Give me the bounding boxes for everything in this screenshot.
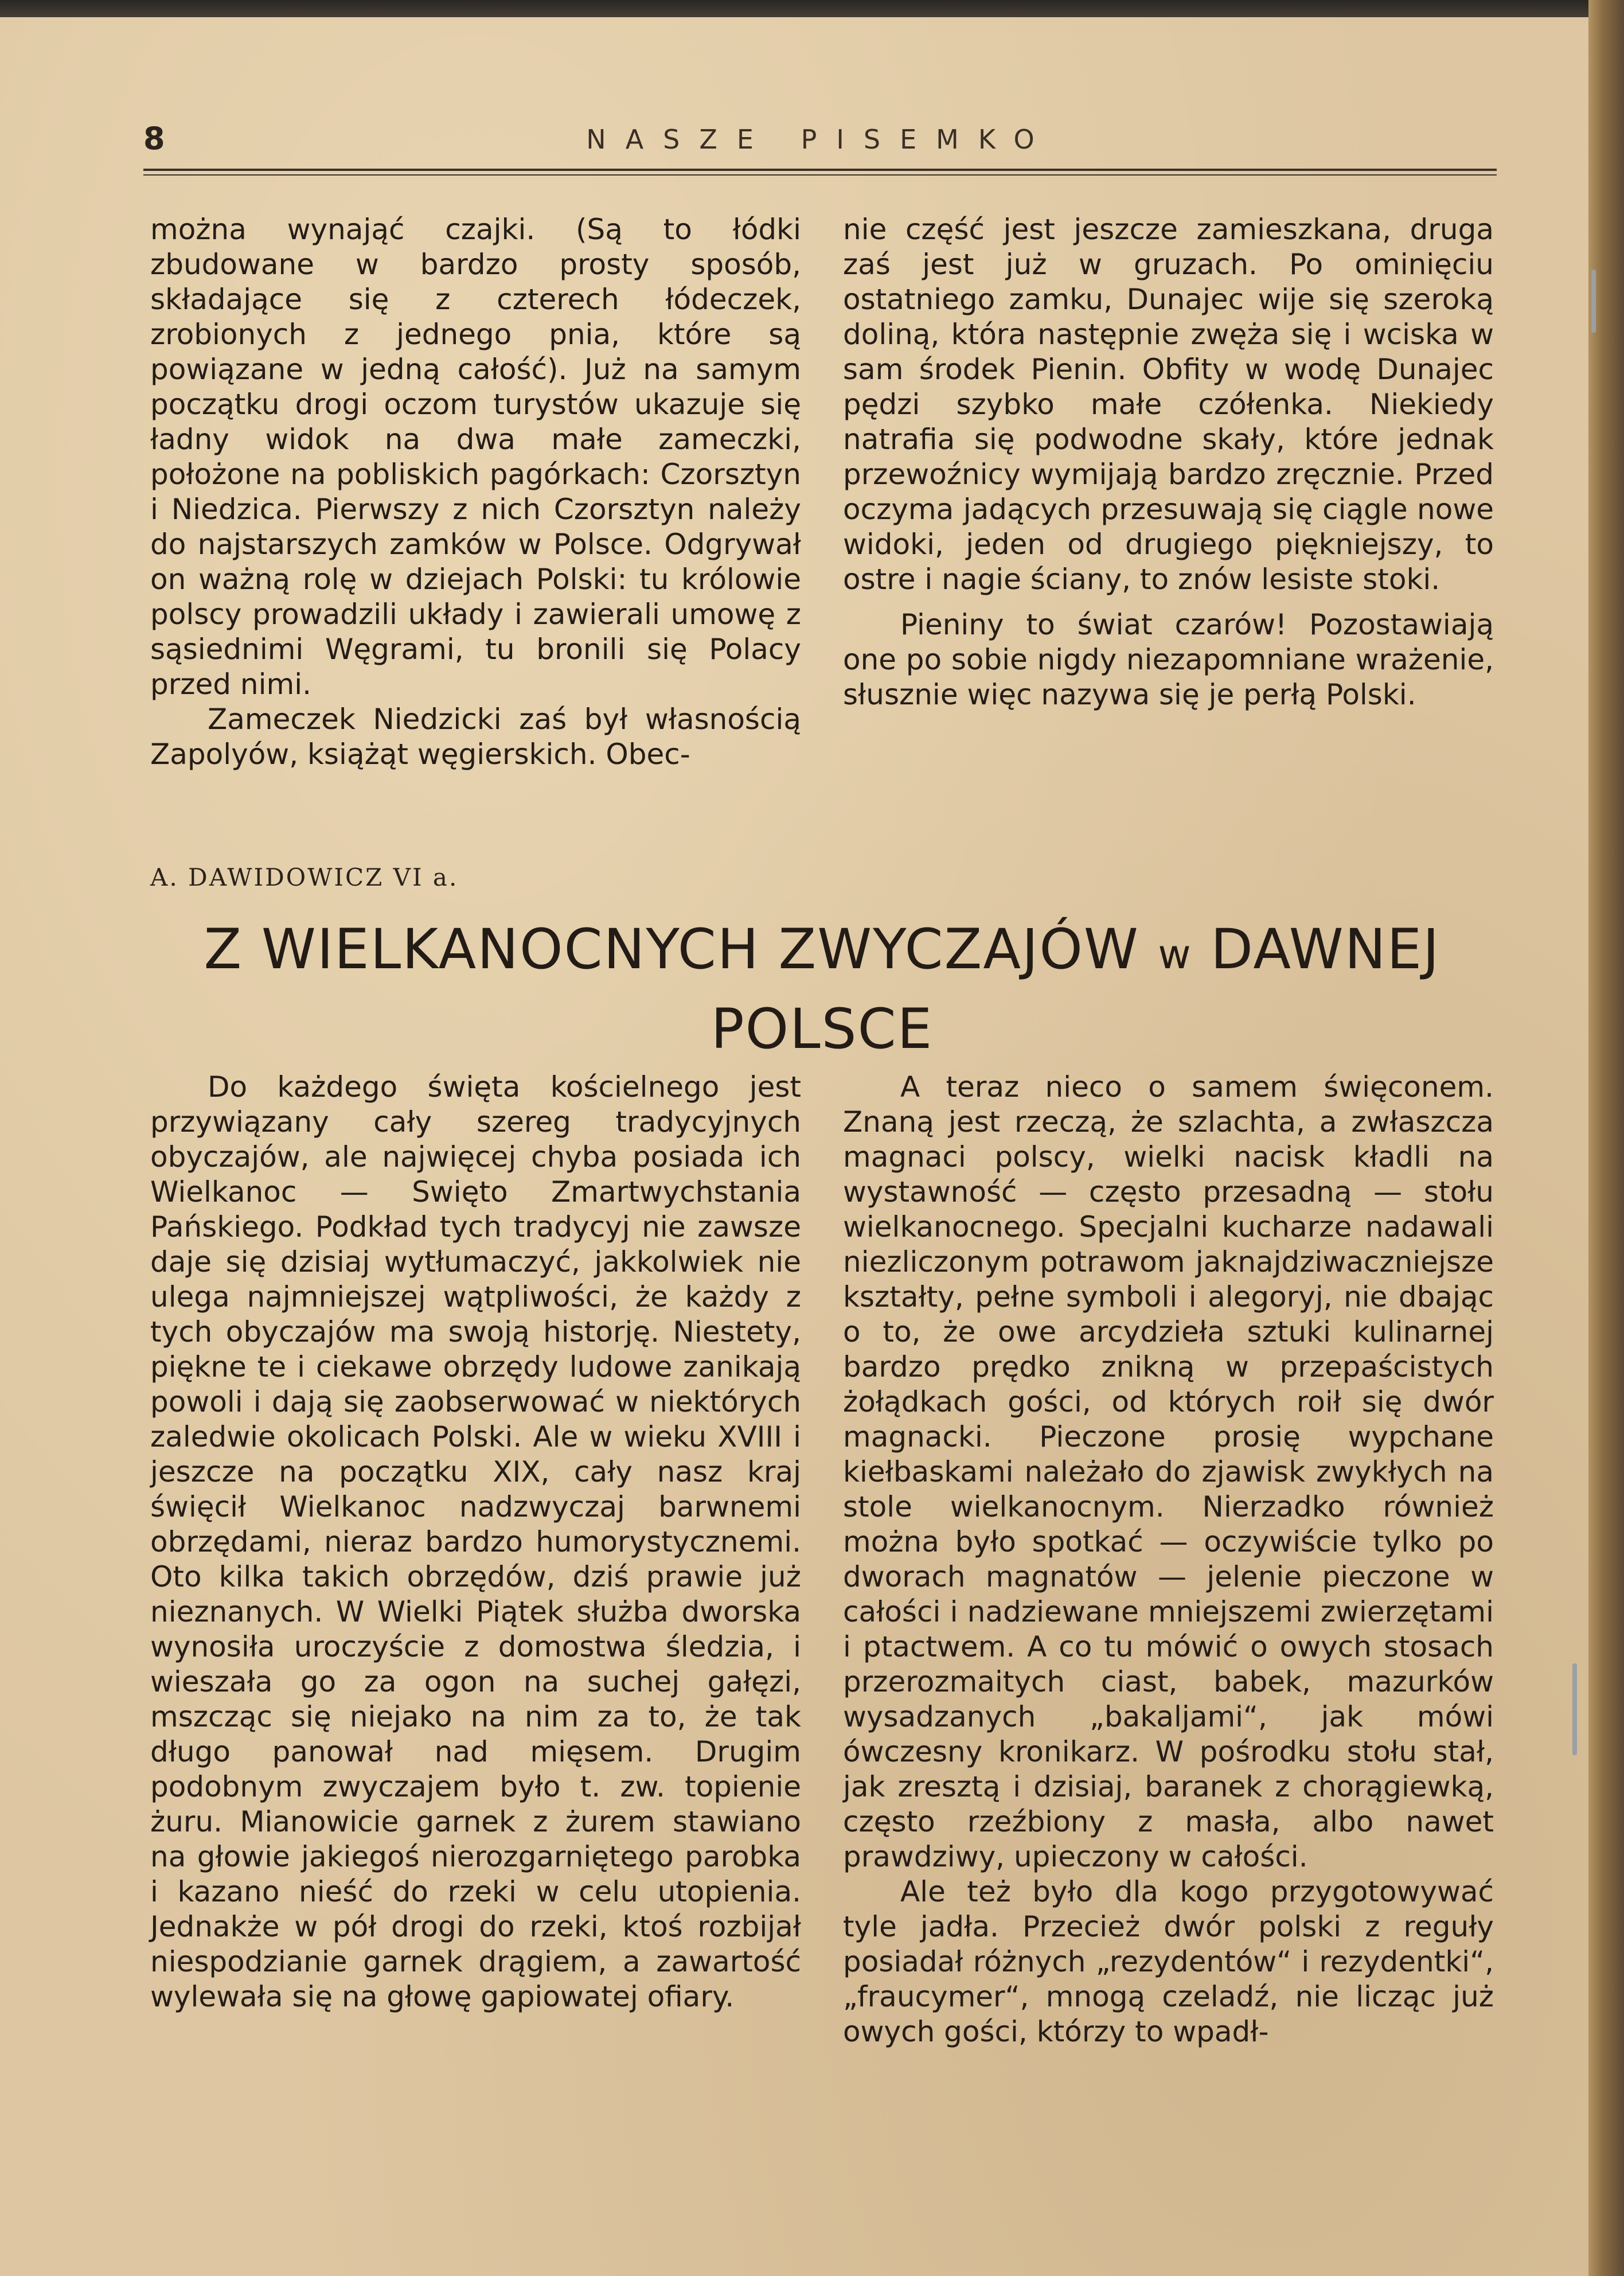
page-number: 8	[143, 120, 165, 157]
title-small-word: w	[1158, 931, 1192, 978]
title-line-2: POLSCE	[710, 997, 934, 1061]
title-part: Z WIELKANOCNYCH ZWYCZAJÓW	[204, 917, 1139, 981]
paragraph: Zameczek Niedzicki zaś był własnością Zapolyów, książąt węgierskich. Obec-	[150, 703, 801, 771]
header-rule-thin	[143, 174, 1497, 176]
paragraph: można wynająć czajki. (Są to łódki zbudowane w bardzo prosty sposób, składające się z czterech łódeczek, zrobionych z jednego pnia, które są powiązane w jedną całość). Już na samym początku drogi oczom turystów ukazuje się ładny widok na dwa małe zameczki, położone na pobliskich pagórkach: Czorsztyn i Niedzica. Pierwszy z nich Czorsztyn należy do najstarszych zamków w Polsce. Odgrywał on ważną rolę w dziejach Polski: tu królowie polscy prowadzili układy i zawierali umowę z sąsiednimi Węgrami, tu bronili się Polacy przed nimi.	[150, 213, 801, 701]
title-part: DAWNEJ	[1211, 917, 1440, 981]
header-rule-thick	[143, 169, 1497, 171]
paragraph: nie część jest jeszcze zamieszkana, druga zaś jest już w gruzach. Po ominięciu ostatniego zamku, Dunajec wije się szeroką doliną, która następnie zwęża się i wciska w sam środek Pienin. Obfity w wodę Dunajec pędzi szybko małe czółenka. Niekiedy natrafia się podwodne skały, które jednak przewoźnicy wymijają bardzo zręcznie. Przed oczyma jadących przesuwają się ciągle nowe widoki, jeden od drugiego piękniejszy, to ostre i nagie ściany, to znów lesiste stoki.	[843, 213, 1494, 596]
paragraph: Pieniny to świat czarów! Pozostawiają one po sobie nigdy niezapomniane wrażenie, słusznie więc nazywa się je perłą Polski.	[843, 608, 1494, 711]
continued-article-right-column	[843, 212, 1494, 712]
article-right-column	[843, 1070, 1494, 2049]
article-left-column	[150, 1070, 801, 2014]
paragraph: A teraz nieco o samem święconem. Znaną jest rzeczą, że szlachta, a zwłaszcza magnaci polscy, wielki nacisk kładli na wystawność — często przesadną — stołu wielkanocnego. Specjalni kucharze nadawali niezliczonym potrawom jaknajdziwaczniejsze kształty, pełne symboli i alegoryj, nie dbając o to, że owe arcydzieła sztuki kulinarnej bardzo prędko znikną w przepaścistych żołądkach gości, od których roił się dwór magnacki. Pieczone prosię wypchane kiełbaskami należało do zjawisk zwykłych na stole wielkanocnym. Nierzadko również można było spotkać — oczywiście tylko po dworach magnatów — jelenie pieczone w całości i nadziewane mniejszemi zwierzętami i ptactwem. A co tu mówić o owych stosach przerozmaitych ciast, babek, mazurków wysadzanych „bakaljami“, jak mówi ówczesny kronikarz. W pośrodku stołu stał, jak zresztą i dzisiaj, baranek z chorągiewką, często rzeźbiony z masła, albo nawet prawdziwy, upieczony w całości.	[843, 1070, 1494, 1873]
paragraph: Do każdego święta kościelnego jest przywiązany cały szereg tradycyjnych obyczajów, ale najwięcej chyba posiada ich Wielkanoc — Swięto Zmartwychstania Pańskiego. Podkład tych tradycyj nie zawsze daje się dzisiaj wytłumaczyć, jakkolwiek nie ulega najmniejszej wątpliwości, że każdy z tych obyczajów ma swoją historję. Niestety, piękne te i ciekawe obrzędy ludowe zanikają powoli i dają się zaobserwować w niektórych zaledwie okolicach Polski. Ale w wieku XVIII i jeszcze na początku XIX, cały nasz kraj święcił Wielkanoc nadzwyczaj barwnemi obrzędami, nieraz bardzo humorystycznemi. Oto kilka takich obrzędów, dziś prawie już nieznanych. W Wielki Piątek służba dworska wynosiła uroczyście z domostwa śledzia, i wieszała go za ogon na suchej gałęzi, mszcząc się niejako na nim za to, że tak długo panował nad mięsem. Drugim podobnym zwyczajem było t. zw. topienie żuru. Mianowicie garnek z żurem stawiano na głowie jakiegoś nierozgarniętego parobka i kazano nieść do rzeki w celu utopienia. Jednakże w pół drogi do rzeki, ktoś rozbijał niespodzianie garnek drągiem, a zawartość wylewała się na głowę gapiowatej ofiary.	[150, 1070, 801, 2013]
article-title	[150, 912, 1494, 1066]
running-title: NASZE PISEMKO	[586, 124, 1054, 155]
page-binding	[1588, 0, 1624, 2276]
continued-article-left-column	[150, 212, 801, 772]
staple-upper	[1591, 270, 1596, 333]
staple-lower	[1572, 1663, 1577, 1755]
page-header	[143, 120, 1497, 172]
paragraph: Ale też było dla kogo przygotowywać tyle jadła. Przecież dwór polski z reguły posiadał różnych „rezydentów“ i rezydentki“, „fraucymer“, mnogą czeladź, nie licząc już owych gości, którzy to wpadł-	[843, 1875, 1494, 2048]
article-author: A. DAWIDOWICZ VI a.	[150, 863, 459, 891]
